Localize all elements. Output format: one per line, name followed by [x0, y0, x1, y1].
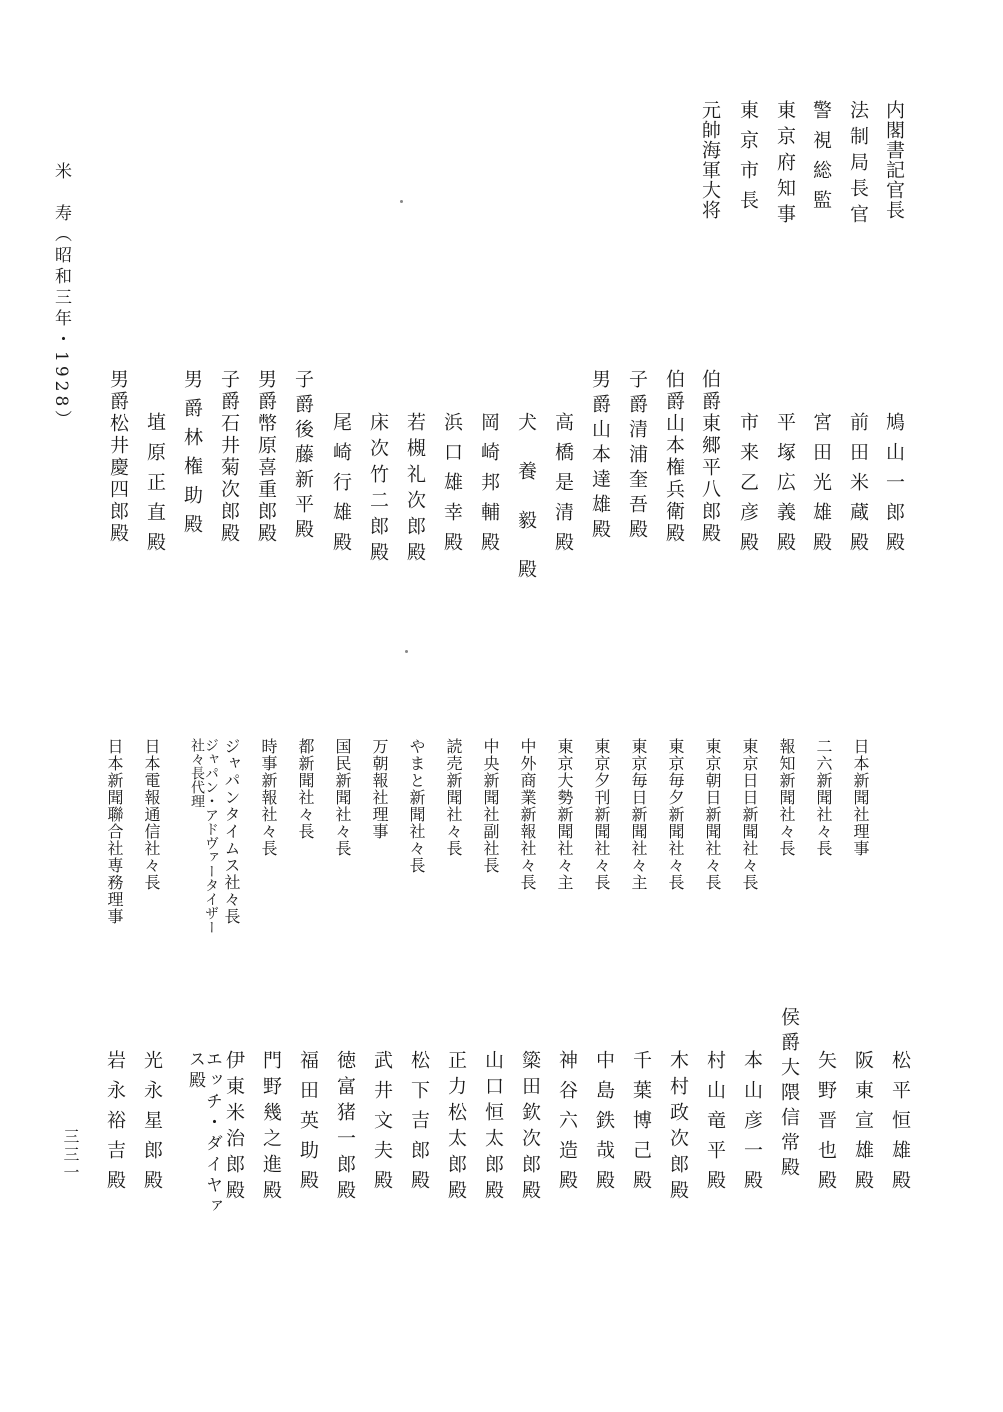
name-entry: 子爵後藤新平殿 — [292, 369, 314, 544]
name-entry: 侯爵大隈信常殿 — [778, 1007, 800, 1182]
name-entry: 子爵清浦奎吾殿 — [626, 369, 648, 544]
name-entry: 福田英助殿 — [297, 1050, 319, 1200]
name-entry: 平塚広義殿 — [774, 412, 796, 562]
name-entry: 尾崎行雄殿 — [330, 412, 352, 562]
name-entry: 男爵林権助殿 — [181, 369, 203, 543]
title-entry: 万朝報社理事 — [370, 738, 389, 840]
name-entry: 木村政次郎殿 — [667, 1050, 689, 1206]
title-entry: 二六新聞社々長 — [814, 738, 833, 857]
name-entry: 浜口雄幸殿 — [441, 412, 463, 562]
page-number: 三三一 — [61, 1128, 80, 1182]
name-entry: 岡崎邦輔殿 — [478, 412, 500, 562]
title-entry: 警視総監 — [810, 100, 832, 220]
name-entry: 村山竜平殿 — [704, 1050, 726, 1200]
title-entry: 東京府知事 — [774, 100, 796, 230]
name-entry: 伯爵東郷平八郎殿 — [699, 369, 721, 545]
title-entry: 東京朝日新聞社々長 — [703, 738, 722, 891]
title-entry: 日本新聞聯合社専務理事 — [105, 738, 124, 925]
title-entry: 都新聞社々長 — [296, 738, 315, 840]
title-entry: 時事新報社々長 — [259, 738, 278, 857]
name-entry: 男爵山本達雄殿 — [589, 369, 611, 544]
name-entry: 門野幾之進殿 — [260, 1050, 282, 1206]
title-entry: ジャパン・アドヴァータイザー社々長代理 — [189, 738, 219, 934]
title-entry: 東京毎日新聞社々主 — [629, 738, 648, 891]
name-entry: 宮田光雄殿 — [810, 412, 832, 562]
name-entry: 中島鉄哉殿 — [593, 1050, 615, 1200]
name-entry: 市来乙彦殿 — [737, 412, 759, 562]
title-entry: 東京夕刊新聞社々長 — [592, 738, 611, 891]
name-entry: 松下吉郎殿 — [408, 1050, 430, 1200]
name-entry: 床次竹二郎殿 — [367, 412, 389, 568]
name-entry: 前田米蔵殿 — [847, 412, 869, 562]
name-entry: 徳富猪一郎殿 — [334, 1050, 356, 1206]
title-entry: 内閣書記官長 — [883, 100, 905, 220]
title-entry: 東京毎夕新聞社々長 — [666, 738, 685, 891]
title-entry: 東京大勢新聞社々主 — [555, 738, 574, 891]
name-entry: 鳩山一郎殿 — [883, 412, 905, 562]
name-entry: 岩永裕吉殿 — [104, 1050, 126, 1200]
name-entry: 正力松太郎殿 — [445, 1050, 467, 1206]
title-entry: 東京日日新聞社々長 — [740, 738, 759, 891]
title-entry: 報知新聞社々長 — [777, 738, 796, 857]
title-entry: 元帥海軍大将 — [699, 100, 721, 220]
name-entry: 光永星郎殿 — [141, 1050, 163, 1200]
title-entry: 読売新聞社々長 — [444, 738, 463, 857]
print-speck — [400, 200, 403, 203]
name-entry: 簗田欽次郎殿 — [519, 1050, 541, 1206]
name-entry: 伯爵山本権兵衛殿 — [663, 369, 685, 545]
name-entry: 神谷六造殿 — [556, 1050, 578, 1200]
name-entry: 犬養毅殿 — [515, 412, 537, 608]
running-header: 米 寿（昭和三年・1928） — [51, 162, 71, 432]
title-entry: やまと新聞社々長 — [407, 738, 426, 874]
name-entry: 本山彦一殿 — [741, 1050, 763, 1200]
name-entry: 埴原正直殿 — [144, 412, 166, 562]
name-entry: 松平恒雄殿 — [889, 1050, 911, 1200]
title-entry: 国民新聞社々長 — [333, 738, 352, 857]
name-entry: 山口恒太郎殿 — [482, 1050, 504, 1206]
name-entry: 千葉博己殿 — [630, 1050, 652, 1200]
name-entry: エッチ・ダイヤァス殿 — [185, 1050, 222, 1218]
title-entry: 日本新聞社理事 — [851, 738, 870, 857]
name-entry: 子爵石井菊次郎殿 — [218, 369, 240, 545]
title-entry: 中央新聞社副社長 — [481, 738, 500, 874]
title-entry: 日本電報通信社々長 — [142, 738, 161, 891]
title-entry: 中外商業新報社々長 — [518, 738, 537, 891]
name-entry: 男爵松井慶四郎殿 — [107, 369, 129, 545]
name-entry: 伊東米治郎殿 — [223, 1050, 245, 1206]
name-entry: 阪東宣雄殿 — [852, 1050, 874, 1200]
title-entry: 法制局長官 — [847, 100, 869, 230]
title-entry: 東京市長 — [737, 100, 759, 220]
name-entry: 若槻礼次郎殿 — [404, 412, 426, 568]
name-entry: 高橋是清殿 — [552, 412, 574, 562]
title-entry: ジャパンタイムス社々長 — [222, 738, 241, 925]
name-entry: 武井文夫殿 — [371, 1050, 393, 1200]
name-entry: 矢野晋也殿 — [815, 1050, 837, 1200]
print-speck — [405, 650, 408, 653]
name-entry: 男爵幣原喜重郎殿 — [255, 369, 277, 545]
